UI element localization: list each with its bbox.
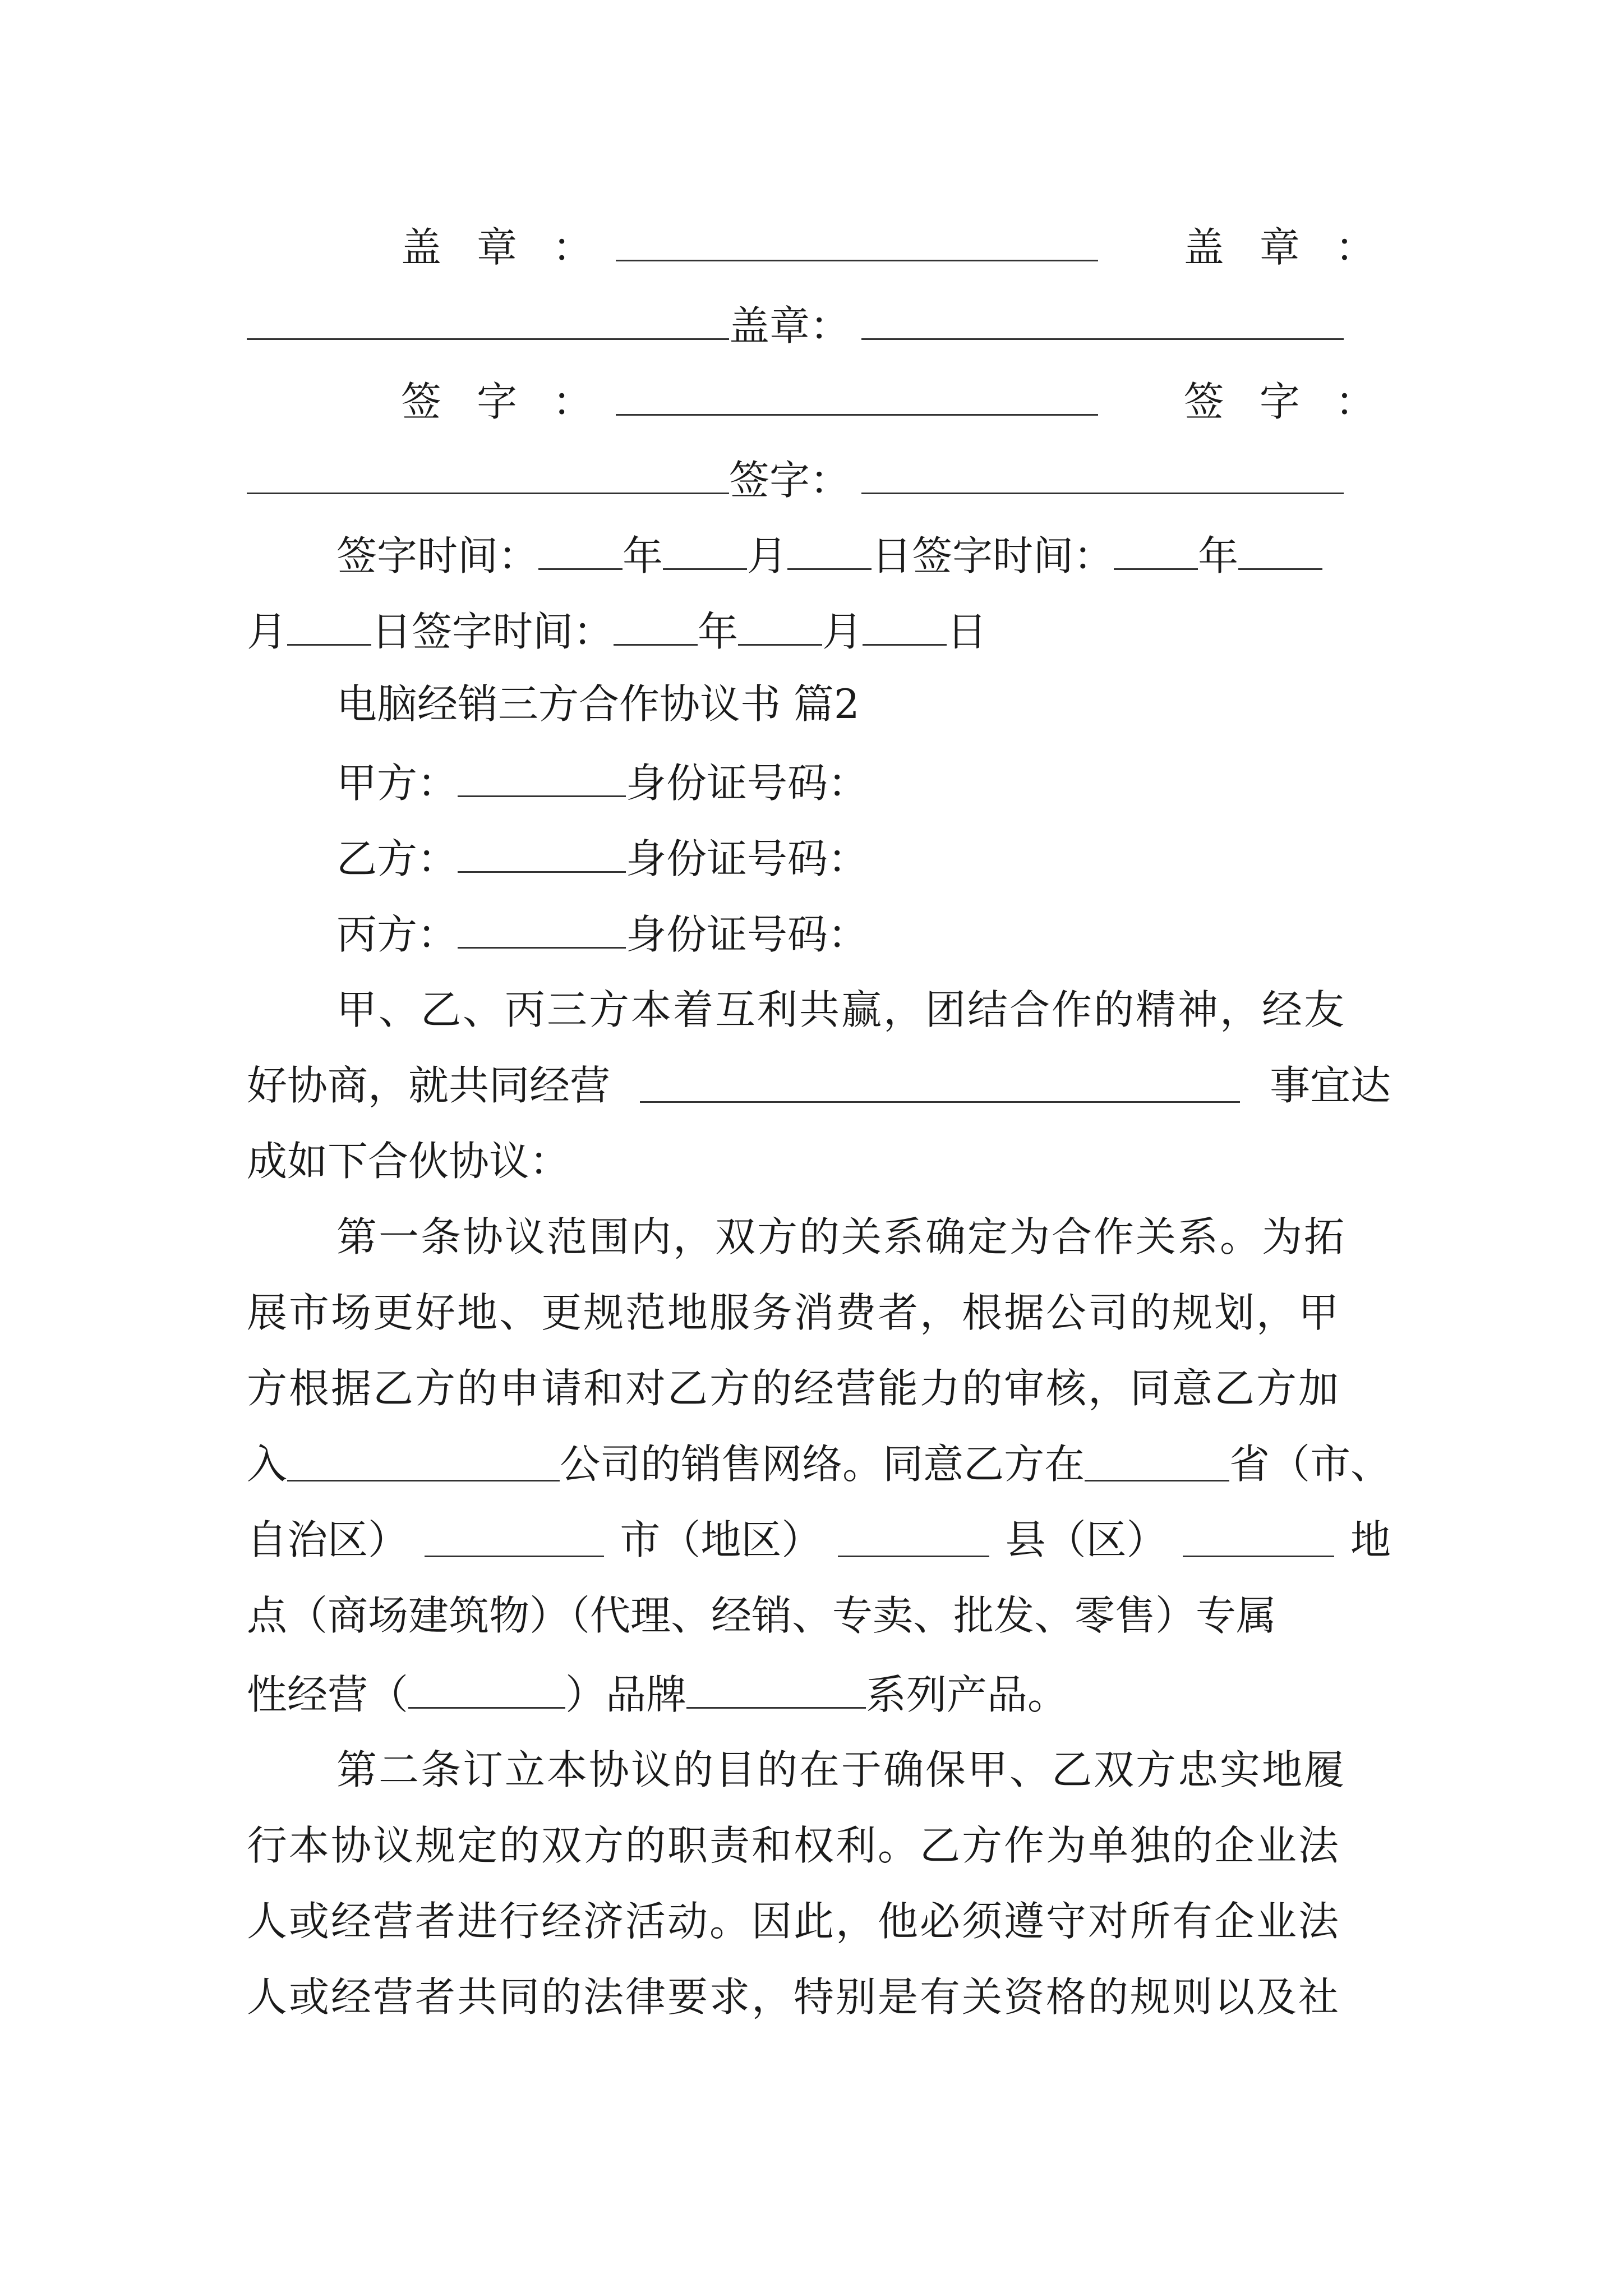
sign-time-label: 签字时间： xyxy=(412,608,614,655)
party-a-blank xyxy=(458,752,626,797)
sign-label: 签字： xyxy=(729,457,851,504)
seal-blank-2 xyxy=(247,295,729,340)
sign-char: 签 xyxy=(1183,378,1224,425)
article1-line-4: 入 公司的销售网络。同意乙方在 省（市、 xyxy=(247,1436,1391,1492)
party-a: 甲方： 身份证号码： xyxy=(336,752,1391,808)
article1-line-5: 自治区） 市（地区） 县（区） 地 xyxy=(247,1512,1391,1568)
sign-blank-3 xyxy=(861,449,1344,494)
sign-char: 字 xyxy=(477,378,518,425)
intro-line-2: 好协商，就共同经营 事宜达 xyxy=(247,1057,1391,1114)
party-b-blank xyxy=(458,827,626,873)
sign-time-label: 签字时间： xyxy=(912,532,1114,579)
article2-line-4: 人或经营者共同的法律要求，特别是有关资格的规则以及社 xyxy=(247,1973,1341,2021)
seal-char: 盖 xyxy=(1183,224,1224,271)
article1-line-3: 方根据乙方的申请和对乙方的经营能力的审核，同意乙方加 xyxy=(247,1365,1341,1412)
sign-time-row-2: 月 日签字时间： 年 月 日 xyxy=(247,600,1391,656)
article2-line-3: 人或经营者进行经济活动。因此，他必须遵守对所有企业法 xyxy=(247,1898,1341,1945)
article1-line-7: 性经营（ ）品牌 系列产品。 xyxy=(247,1663,1391,1719)
sign-time-label: 签字时间： xyxy=(336,532,539,579)
article2-line-2: 行本协议规定的双方的职责和权利。乙方作为单独的企业法 xyxy=(247,1822,1341,1869)
seal-label: 盖章： xyxy=(729,302,851,349)
sign-blank-2 xyxy=(247,449,729,494)
seal-blank-1 xyxy=(616,216,1098,261)
party-c: 丙方： 身份证号码： xyxy=(336,903,1391,959)
sign-char: 字 xyxy=(1259,378,1300,425)
seal-char: 盖 xyxy=(401,224,442,271)
sign-time-row-1: 签字时间： 年 月 日签字时间： 年 xyxy=(247,524,1391,581)
sign-row-2 xyxy=(247,449,1391,505)
intro-line-3: 成如下合伙协议： xyxy=(247,1138,570,1185)
seal-row-1 xyxy=(401,216,1391,272)
intro-line-1: 甲、乙、丙三方本着互利共赢，团结合作的精神，经友 xyxy=(336,986,1347,1033)
sign-blank-1 xyxy=(616,370,1098,416)
seal-char: ： xyxy=(552,224,593,271)
seal-blank-3 xyxy=(861,295,1344,340)
seal-char: ： xyxy=(1335,224,1376,271)
article1-line-6: 点（商场建筑物）（代理、经销、专卖、批发、零售）专属 xyxy=(247,1592,1277,1639)
business-blank xyxy=(640,1057,1240,1103)
sign-char: ： xyxy=(1335,378,1376,425)
sign-row-1 xyxy=(401,370,1391,426)
seal-row-2 xyxy=(247,295,1391,351)
seal-char: 章 xyxy=(477,224,518,271)
section-title: 电脑经销三方合作协议书 篇2 xyxy=(336,680,860,728)
article2-line-1: 第二条订立本协议的目的在于确保甲、乙双方忠实地履 xyxy=(336,1746,1347,1793)
party-c-blank xyxy=(458,903,626,949)
article1-line-2: 展市场更好地、更规范地服务消费者，根据公司的规划，甲 xyxy=(247,1289,1341,1336)
sign-char: ： xyxy=(552,378,593,425)
seal-char: 章 xyxy=(1259,224,1300,271)
sign-char: 签 xyxy=(401,378,442,425)
party-b: 乙方： 身份证号码： xyxy=(336,827,1391,884)
article1-line-1: 第一条协议范围内，双方的关系确定为合作关系。为拓 xyxy=(336,1213,1347,1260)
